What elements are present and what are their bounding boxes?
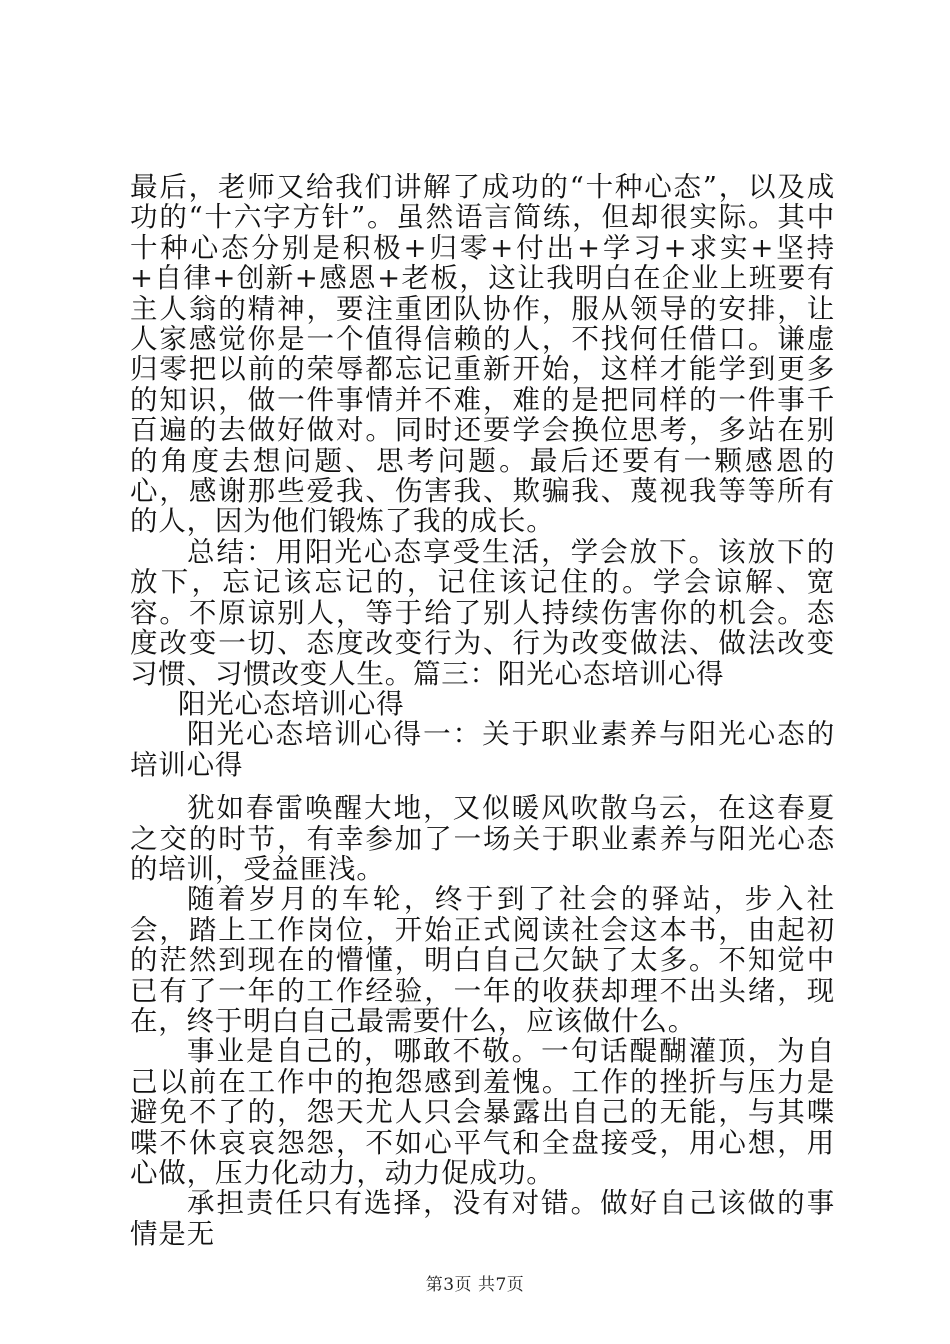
paragraph-career: 事业是自己的，哪敢不敬。一句话醍醐灌顶，为自己以前在工作中的抱怨感到羞愧。工作的挫折与压力是避免不了的，怨天尤人只会暴露出自己的无能，与其喋喋不休哀哀怨怨，不如心平气和全盘接受，用心想，用心做，压力化动力，动力促成功。: [130, 1035, 835, 1189]
page-number-footer: 第3页 共7页: [425, 1275, 525, 1295]
paragraph-years: 随着岁月的车轮，终于到了社会的驿站，步入社会，踏上工作岗位，开始正式阅读社会这本书，由起初的茫然到现在的懵懂，明白自己欠缺了太多。不知觉中已有了一年的工作经验，一年的收获却理不出头绪，现在，终于明白自己最需要什么，应该做什么。: [130, 883, 835, 1037]
section-title: 阳光心态培训心得: [178, 687, 405, 720]
section-subtitle: 阳光心态培训心得一：关于职业素养与阳光心态的培训心得: [130, 718, 835, 781]
paragraph-summary: 总结：用阳光心态享受生活，学会放下。该放下的放下，忘记该忘记的，记住该记住的。学会谅解、宽容。不原谅别人，等于给了别人持续伤害你的机会。态度改变一切、态度改变行为、行为改变做法、做法改变习惯、习惯改变人生。篇三：阳光心态培训心得: [130, 535, 835, 690]
paragraph-intro: 犹如春雷唤醒大地，又似暖风吹散乌云，在这春夏之交的时节，有幸参加了一场关于职业素养与阳光心态的培训，受益匪浅。: [130, 792, 835, 885]
paragraph-success-mindsets: 最后，老师又给我们讲解了成功的“十种心态”，以及成功的“十六字方针”。虽然语言简练，但却很实际。其中十种心态分别是积极+归零+付出+学习+求实+坚持+自律+创新+感恩+老板，这让我明白在企业上班要有主人翁的精神，要注重团队协作，服从领导的安排，让人家感觉你是一个值得信赖的人，不找何任借口。谦虚归零把以前的荣辱都忘记重新开始，这样才能学到更多的知识，做一件事情并不难，难的是把同样的一件事千百遍的去做好做对。同时还要学会换位思考，多站在别的角度去想问题、思考问题。最后还要有一颗感恩的心，感谢那些爱我、伤害我、欺骗我、蔑视我等等所有的人，因为他们锻炼了我的成长。: [130, 171, 835, 538]
document-body: [130, 172, 835, 1249]
paragraph-responsibility: 承担责任只有选择，没有对错。做好自己该做的事情是无: [130, 1187, 835, 1250]
